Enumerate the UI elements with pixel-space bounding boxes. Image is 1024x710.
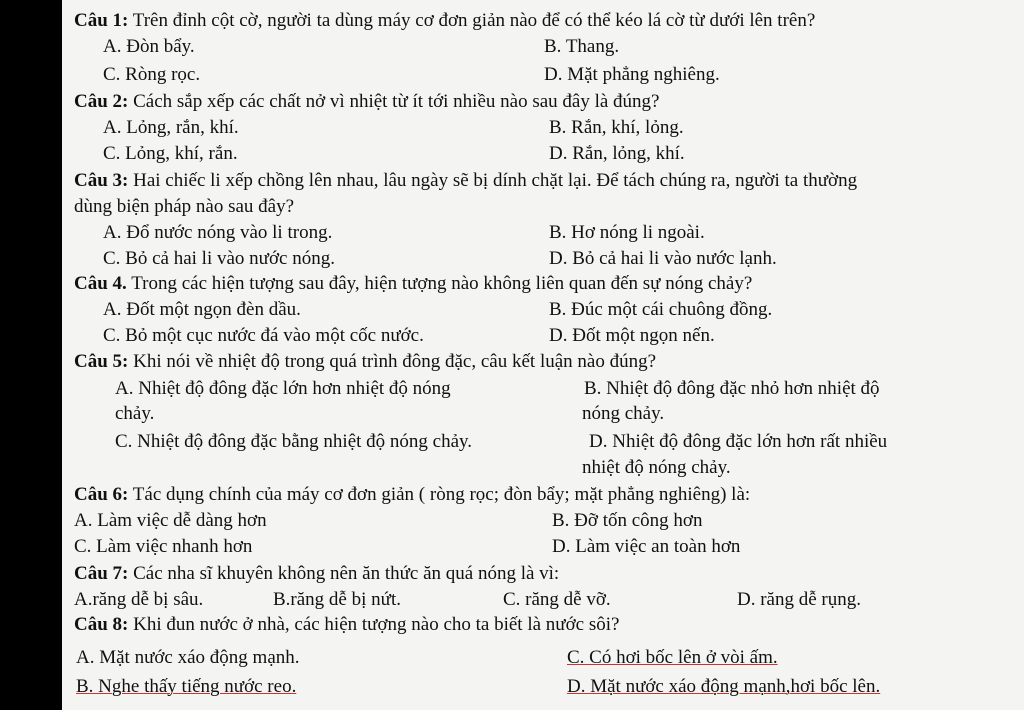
- q2-option-b: B. Rắn, khí, lỏng.: [549, 117, 684, 138]
- q3-option-c: C. Bỏ cả hai li vào nước nóng.: [103, 248, 335, 269]
- q1-option-a: A. Đòn bẩy.: [103, 36, 195, 57]
- q6-option-c: C. Làm việc nhanh hơn: [74, 536, 253, 557]
- q5-option-d: D. Nhiệt độ đông đặc lớn hơn rất nhiều: [589, 431, 888, 452]
- question-3: Câu 3: Hai chiếc li xếp chồng lên nhau, lâu ngày sẽ bị dính chặt lại. Để tách chúng ra, người ta thường: [74, 170, 858, 191]
- question-2: Câu 2: Cách sắp xếp các chất nở vì nhiệt từ ít tới nhiều nào sau đây là đúng?: [74, 91, 660, 112]
- q8-option-a: A. Mặt nước xáo động mạnh.: [76, 647, 300, 668]
- q5-option-a-cont: chảy.: [115, 403, 155, 424]
- q6-option-a: A. Làm việc dễ dàng hơn: [74, 510, 267, 531]
- q4-option-a: A. Đốt một ngọn đèn dầu.: [103, 299, 301, 320]
- q6-option-d: D. Làm việc an toàn hơn: [552, 536, 741, 557]
- q5-option-b-cont: nóng chảy.: [582, 403, 665, 424]
- q3-option-a: A. Đổ nước nóng vào li trong.: [103, 222, 333, 243]
- q7-option-c: C. răng dễ vỡ.: [503, 589, 611, 610]
- q4-option-c: C. Bỏ một cục nước đá vào một cốc nước.: [103, 325, 424, 346]
- q5-option-b: B. Nhiệt độ đông đặc nhỏ hơn nhiệt độ: [584, 378, 880, 399]
- question-6: Câu 6: Tác dụng chính của máy cơ đơn giản ( ròng rọc; đòn bẩy; mặt phẳng nghiêng) là:: [74, 484, 751, 505]
- q5-option-d-cont: nhiệt độ nóng chảy.: [582, 457, 731, 478]
- q1-option-b: B. Thang.: [544, 36, 620, 57]
- q7-option-a: A.răng dễ bị sâu.: [74, 589, 204, 610]
- q7-option-d: D. răng dễ rụng.: [737, 589, 861, 610]
- q3-option-d: D. Bỏ cả hai li vào nước lạnh.: [549, 248, 777, 269]
- question-4: Câu 4. Trong các hiện tượng sau đây, hiện tượng nào không liên quan đến sự nóng chảy?: [74, 273, 753, 294]
- q3-option-b: B. Hơ nóng li ngoài.: [549, 222, 705, 243]
- question-7: Câu 7: Các nha sĩ khuyên không nên ăn thức ăn quá nóng là vì:: [74, 563, 560, 584]
- q7-option-b: B.răng dễ bị nứt.: [273, 589, 401, 610]
- q4-option-d: D. Đốt một ngọn nến.: [549, 325, 715, 346]
- worksheet-page: [62, 0, 1024, 710]
- q8-option-c: C. Có hơi bốc lên ở vòi ấm.: [567, 647, 778, 668]
- q1-option-c: C. Ròng rọc.: [103, 64, 201, 85]
- q8-option-b: B. Nghe thấy tiếng nước reo.: [76, 676, 297, 697]
- question-8: Câu 8: Khi đun nước ở nhà, các hiện tượng nào cho ta biết là nước sôi?: [74, 614, 620, 635]
- q4-option-b: B. Đúc một cái chuông đồng.: [549, 299, 773, 320]
- question-5: Câu 5: Khi nói về nhiệt độ trong quá trình đông đặc, câu kết luận nào đúng?: [74, 351, 657, 372]
- q2-option-d: D. Rắn, lỏng, khí.: [549, 143, 685, 164]
- question-3-continued: dùng biện pháp nào sau đây?: [74, 196, 295, 217]
- q6-option-b: B. Đỡ tốn công hơn: [552, 510, 703, 531]
- q5-option-a: A. Nhiệt độ đông đặc lớn hơn nhiệt độ nóng: [115, 378, 451, 399]
- q5-option-c: C. Nhiệt độ đông đặc bằng nhiệt độ nóng chảy.: [115, 431, 473, 452]
- q1-option-d: D. Mặt phẳng nghiêng.: [544, 64, 720, 85]
- question-1: Câu 1: Trên đỉnh cột cờ, người ta dùng máy cơ đơn giản nào để có thể kéo lá cờ từ dưới lên trên?: [74, 10, 816, 31]
- q2-option-c: C. Lỏng, khí, rắn.: [103, 143, 238, 164]
- q8-option-d: D. Mặt nước xáo động mạnh,hơi bốc lên.: [567, 676, 881, 697]
- q2-option-a: A. Lỏng, rắn, khí.: [103, 117, 239, 138]
